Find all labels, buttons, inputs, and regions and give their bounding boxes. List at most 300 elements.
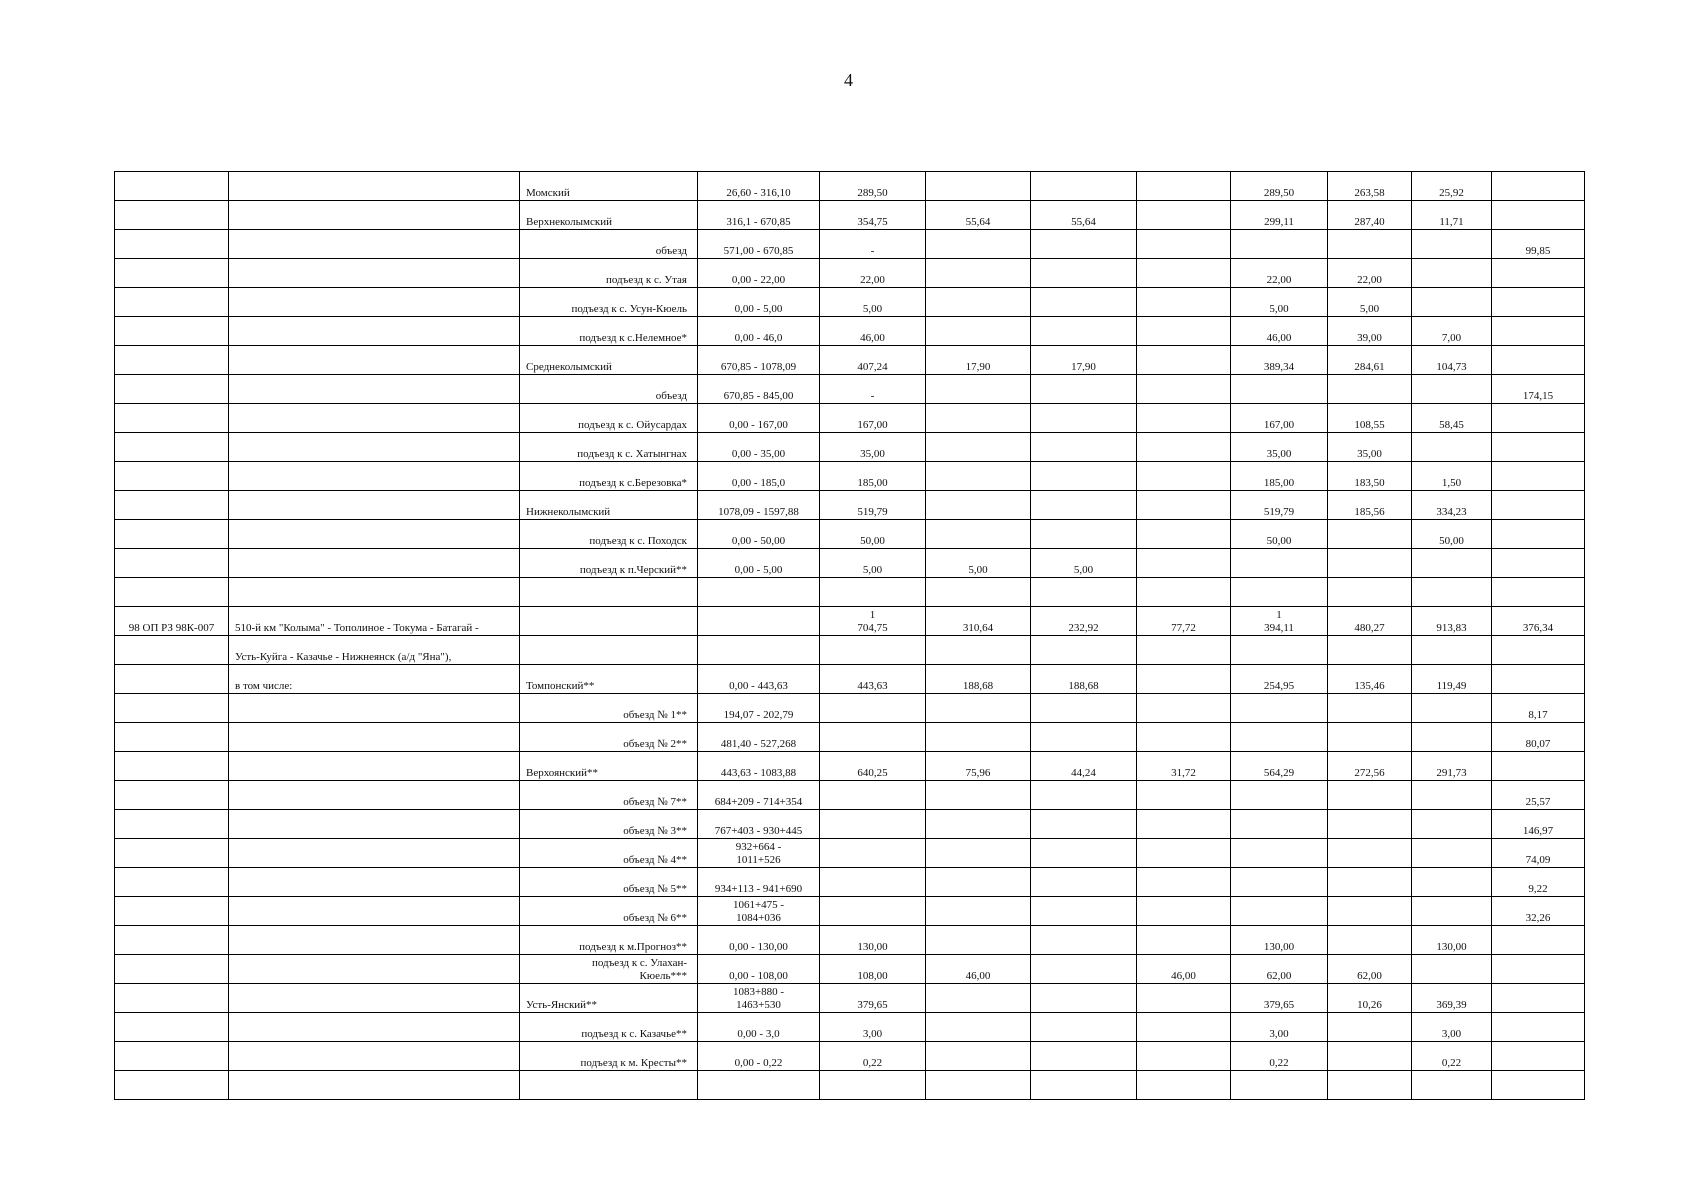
- road-name-cell: [229, 1042, 520, 1071]
- road-name-cell: [229, 955, 520, 984]
- value-cell-7: 25,92: [1412, 172, 1492, 201]
- value-cell-8: [1492, 462, 1585, 491]
- section-name-cell: Верхоянский**: [520, 752, 698, 781]
- value-cell-4: [1137, 868, 1231, 897]
- km-range-cell: 767+403 - 930+445: [698, 810, 820, 839]
- value-cell-1: [820, 723, 926, 752]
- value-cell-2: [926, 723, 1031, 752]
- table-row: [115, 694, 1585, 723]
- road-name-cell: [229, 549, 520, 578]
- value-cell-7: [1412, 694, 1492, 723]
- value-cell-4: [1137, 1042, 1231, 1071]
- value-cell-3: [1031, 1013, 1137, 1042]
- value-cell-1: [820, 578, 926, 607]
- road-id-cell: 98 ОП РЗ 98К-007: [115, 607, 229, 636]
- section-name-cell: подъезд к с. Улахан- Кюель***: [520, 955, 698, 984]
- km-range-cell: 0,00 - 185,0: [698, 462, 820, 491]
- value-cell-7: [1412, 288, 1492, 317]
- km-range-cell: [698, 1071, 820, 1100]
- value-cell-8: [1492, 578, 1585, 607]
- road-id-cell: [115, 288, 229, 317]
- value-cell-6: 62,00: [1328, 955, 1412, 984]
- value-cell-5: [1231, 897, 1328, 926]
- road-id-cell: [115, 578, 229, 607]
- value-cell-1: 1 704,75: [820, 607, 926, 636]
- value-cell-1: 5,00: [820, 549, 926, 578]
- road-id-cell: [115, 926, 229, 955]
- road-name-cell: [229, 781, 520, 810]
- value-cell-5: [1231, 868, 1328, 897]
- km-range-cell: 1061+475 - 1084+036: [698, 897, 820, 926]
- value-cell-8: [1492, 346, 1585, 375]
- value-cell-4: [1137, 520, 1231, 549]
- value-cell-3: [1031, 694, 1137, 723]
- section-name-cell: Верхнеколымский: [520, 201, 698, 230]
- value-cell-4: [1137, 259, 1231, 288]
- road-name-cell: [229, 752, 520, 781]
- road-id-cell: [115, 346, 229, 375]
- value-cell-6: [1328, 549, 1412, 578]
- section-name-cell: подъезд к с.Нелемное*: [520, 317, 698, 346]
- value-cell-1: 519,79: [820, 491, 926, 520]
- page-number: 4: [844, 70, 853, 90]
- value-cell-5: 379,65: [1231, 984, 1328, 1013]
- km-range-cell: 443,63 - 1083,88: [698, 752, 820, 781]
- value-cell-4: [1137, 346, 1231, 375]
- road-id-cell: [115, 317, 229, 346]
- value-cell-5: 299,11: [1231, 201, 1328, 230]
- road-name-cell: [229, 839, 520, 868]
- km-range-cell: 0,00 - 3,0: [698, 1013, 820, 1042]
- value-cell-7: 369,39: [1412, 984, 1492, 1013]
- value-cell-5: [1231, 375, 1328, 404]
- km-range-cell: 670,85 - 845,00: [698, 375, 820, 404]
- section-name-cell: объезд № 4**: [520, 839, 698, 868]
- value-cell-4: [1137, 984, 1231, 1013]
- table-row: [115, 520, 1585, 549]
- road-name-cell: [229, 1071, 520, 1100]
- value-cell-2: [926, 433, 1031, 462]
- value-cell-5: 0,22: [1231, 1042, 1328, 1071]
- value-cell-1: 167,00: [820, 404, 926, 433]
- road-name-cell: [229, 230, 520, 259]
- km-range-cell: 481,40 - 527,268: [698, 723, 820, 752]
- value-cell-1: [820, 781, 926, 810]
- table-row: [115, 288, 1585, 317]
- km-range-cell: 684+209 - 714+354: [698, 781, 820, 810]
- value-cell-2: 310,64: [926, 607, 1031, 636]
- value-cell-1: 640,25: [820, 752, 926, 781]
- table-row: [115, 926, 1585, 955]
- road-id-cell: [115, 984, 229, 1013]
- km-range-cell: 0,00 - 35,00: [698, 433, 820, 462]
- road-id-cell: [115, 839, 229, 868]
- value-cell-8: [1492, 259, 1585, 288]
- road-id-cell: [115, 201, 229, 230]
- table-row: [115, 346, 1585, 375]
- value-cell-1: 443,63: [820, 665, 926, 694]
- value-cell-7: [1412, 723, 1492, 752]
- value-cell-7: [1412, 375, 1492, 404]
- value-cell-4: [1137, 317, 1231, 346]
- value-cell-7: 1,50: [1412, 462, 1492, 491]
- value-cell-4: [1137, 694, 1231, 723]
- value-cell-8: [1492, 404, 1585, 433]
- value-cell-8: [1492, 636, 1585, 665]
- value-cell-6: 108,55: [1328, 404, 1412, 433]
- value-cell-2: 5,00: [926, 549, 1031, 578]
- section-name-cell: подъезд к м. Кресты**: [520, 1042, 698, 1071]
- value-cell-3: 232,92: [1031, 607, 1137, 636]
- road-id-cell: [115, 230, 229, 259]
- value-cell-6: 35,00: [1328, 433, 1412, 462]
- value-cell-2: 55,64: [926, 201, 1031, 230]
- value-cell-8: [1492, 317, 1585, 346]
- road-name-cell: [229, 404, 520, 433]
- value-cell-5: 35,00: [1231, 433, 1328, 462]
- value-cell-6: 135,46: [1328, 665, 1412, 694]
- section-name-cell: объезд № 6**: [520, 897, 698, 926]
- section-name-cell: Томпонский**: [520, 665, 698, 694]
- value-cell-2: [926, 230, 1031, 259]
- value-cell-7: 11,71: [1412, 201, 1492, 230]
- section-name-cell: подъезд к с. Утая: [520, 259, 698, 288]
- value-cell-6: [1328, 520, 1412, 549]
- value-cell-1: -: [820, 230, 926, 259]
- value-cell-7: [1412, 433, 1492, 462]
- value-cell-1: 50,00: [820, 520, 926, 549]
- value-cell-2: [926, 172, 1031, 201]
- value-cell-4: [1137, 926, 1231, 955]
- section-name-cell: Усть-Янский**: [520, 984, 698, 1013]
- value-cell-8: [1492, 549, 1585, 578]
- value-cell-4: [1137, 375, 1231, 404]
- value-cell-3: [1031, 1071, 1137, 1100]
- value-cell-5: [1231, 578, 1328, 607]
- value-cell-2: [926, 926, 1031, 955]
- value-cell-5: [1231, 810, 1328, 839]
- value-cell-3: [1031, 520, 1137, 549]
- section-name-cell: подъезд к с.Березовка*: [520, 462, 698, 491]
- section-name-cell: Среднеколымский: [520, 346, 698, 375]
- value-cell-1: [820, 1071, 926, 1100]
- road-id-cell: [115, 172, 229, 201]
- value-cell-7: [1412, 897, 1492, 926]
- table-row: [115, 433, 1585, 462]
- value-cell-3: [1031, 317, 1137, 346]
- section-name-cell: объезд: [520, 230, 698, 259]
- section-name-cell: подъезд к п.Черский**: [520, 549, 698, 578]
- value-cell-8: [1492, 955, 1585, 984]
- value-cell-5: 254,95: [1231, 665, 1328, 694]
- road-name-cell: [229, 520, 520, 549]
- road-name-cell: [229, 578, 520, 607]
- value-cell-3: 55,64: [1031, 201, 1137, 230]
- value-cell-5: [1231, 781, 1328, 810]
- section-name-cell: Момский: [520, 172, 698, 201]
- value-cell-3: [1031, 462, 1137, 491]
- value-cell-3: [1031, 984, 1137, 1013]
- value-cell-5: [1231, 694, 1328, 723]
- value-cell-4: [1137, 636, 1231, 665]
- value-cell-5: 389,34: [1231, 346, 1328, 375]
- km-range-cell: 934+113 - 941+690: [698, 868, 820, 897]
- value-cell-1: [820, 694, 926, 723]
- km-range-cell: [698, 607, 820, 636]
- value-cell-8: [1492, 1042, 1585, 1071]
- value-cell-6: 263,58: [1328, 172, 1412, 201]
- value-cell-5: 1 394,11: [1231, 607, 1328, 636]
- section-name-cell: [520, 607, 698, 636]
- value-cell-3: [1031, 810, 1137, 839]
- value-cell-5: [1231, 230, 1328, 259]
- road-id-cell: [115, 810, 229, 839]
- road-data-table: [114, 171, 1585, 1100]
- value-cell-2: 188,68: [926, 665, 1031, 694]
- value-cell-1: 379,65: [820, 984, 926, 1013]
- road-id-cell: [115, 491, 229, 520]
- value-cell-4: [1137, 1013, 1231, 1042]
- table-row: [115, 230, 1585, 259]
- value-cell-2: [926, 578, 1031, 607]
- road-id-cell: [115, 433, 229, 462]
- value-cell-8: 74,09: [1492, 839, 1585, 868]
- value-cell-5: 50,00: [1231, 520, 1328, 549]
- value-cell-3: [1031, 578, 1137, 607]
- value-cell-4: 46,00: [1137, 955, 1231, 984]
- section-name-cell: подъезд к с. Походск: [520, 520, 698, 549]
- value-cell-4: [1137, 810, 1231, 839]
- value-cell-3: [1031, 955, 1137, 984]
- value-cell-7: [1412, 810, 1492, 839]
- table-row: [115, 636, 1585, 665]
- value-cell-1: [820, 636, 926, 665]
- value-cell-1: 108,00: [820, 955, 926, 984]
- value-cell-7: [1412, 781, 1492, 810]
- value-cell-6: [1328, 636, 1412, 665]
- value-cell-2: [926, 839, 1031, 868]
- value-cell-6: [1328, 230, 1412, 259]
- road-id-cell: [115, 375, 229, 404]
- value-cell-1: 3,00: [820, 1013, 926, 1042]
- value-cell-4: [1137, 404, 1231, 433]
- value-cell-7: 50,00: [1412, 520, 1492, 549]
- km-range-cell: 0,00 - 5,00: [698, 549, 820, 578]
- table-row: [115, 723, 1585, 752]
- road-name-cell: [229, 1013, 520, 1042]
- value-cell-7: 0,22: [1412, 1042, 1492, 1071]
- value-cell-1: 46,00: [820, 317, 926, 346]
- value-cell-2: [926, 259, 1031, 288]
- value-cell-4: [1137, 665, 1231, 694]
- road-name-cell: Усть-Куйга - Казачье - Нижнеянск (а/д "Яна"),: [229, 636, 520, 665]
- table-row: [115, 259, 1585, 288]
- value-cell-5: [1231, 723, 1328, 752]
- road-id-cell: [115, 259, 229, 288]
- table-row: [115, 201, 1585, 230]
- value-cell-6: [1328, 810, 1412, 839]
- value-cell-4: [1137, 288, 1231, 317]
- value-cell-2: 75,96: [926, 752, 1031, 781]
- value-cell-6: 272,56: [1328, 752, 1412, 781]
- value-cell-8: 99,85: [1492, 230, 1585, 259]
- value-cell-3: [1031, 375, 1137, 404]
- section-name-cell: Нижнеколымский: [520, 491, 698, 520]
- value-cell-1: 22,00: [820, 259, 926, 288]
- value-cell-2: [926, 984, 1031, 1013]
- value-cell-5: 62,00: [1231, 955, 1328, 984]
- value-cell-2: [926, 520, 1031, 549]
- table-row: [115, 1071, 1585, 1100]
- table-row: [115, 1013, 1585, 1042]
- value-cell-7: [1412, 230, 1492, 259]
- road-name-cell: [229, 810, 520, 839]
- value-cell-8: 376,34: [1492, 607, 1585, 636]
- value-cell-4: [1137, 433, 1231, 462]
- road-name-cell: [229, 259, 520, 288]
- road-id-cell: [115, 520, 229, 549]
- value-cell-3: [1031, 433, 1137, 462]
- value-cell-1: [820, 839, 926, 868]
- value-cell-6: [1328, 839, 1412, 868]
- section-name-cell: подъезд к м.Прогноз**: [520, 926, 698, 955]
- value-cell-3: 17,90: [1031, 346, 1137, 375]
- table-row: [115, 607, 1585, 636]
- value-cell-8: [1492, 172, 1585, 201]
- table-row: [115, 578, 1585, 607]
- value-cell-1: 354,75: [820, 201, 926, 230]
- road-name-cell: [229, 984, 520, 1013]
- value-cell-3: [1031, 491, 1137, 520]
- value-cell-7: 130,00: [1412, 926, 1492, 955]
- km-range-cell: 194,07 - 202,79: [698, 694, 820, 723]
- table-body: [115, 172, 1585, 1100]
- value-cell-8: [1492, 520, 1585, 549]
- km-range-cell: 1078,09 - 1597,88: [698, 491, 820, 520]
- value-cell-8: 174,15: [1492, 375, 1585, 404]
- value-cell-6: 284,61: [1328, 346, 1412, 375]
- road-name-cell: [229, 288, 520, 317]
- value-cell-5: [1231, 549, 1328, 578]
- value-cell-4: [1137, 723, 1231, 752]
- value-cell-6: [1328, 723, 1412, 752]
- value-cell-2: [926, 868, 1031, 897]
- road-id-cell: [115, 694, 229, 723]
- table-row: [115, 549, 1585, 578]
- value-cell-6: [1328, 1042, 1412, 1071]
- value-cell-2: [926, 1013, 1031, 1042]
- road-id-cell: [115, 665, 229, 694]
- value-cell-2: [926, 288, 1031, 317]
- value-cell-3: 5,00: [1031, 549, 1137, 578]
- section-name-cell: объезд: [520, 375, 698, 404]
- value-cell-3: 44,24: [1031, 752, 1137, 781]
- km-range-cell: 26,60 - 316,10: [698, 172, 820, 201]
- road-name-cell: [229, 694, 520, 723]
- value-cell-4: [1137, 201, 1231, 230]
- road-name-cell: [229, 375, 520, 404]
- km-range-cell: 571,00 - 670,85: [698, 230, 820, 259]
- value-cell-4: 77,72: [1137, 607, 1231, 636]
- value-cell-2: [926, 694, 1031, 723]
- section-name-cell: подъезд к с. Казачье**: [520, 1013, 698, 1042]
- km-range-cell: 0,00 - 22,00: [698, 259, 820, 288]
- km-range-cell: 0,00 - 108,00: [698, 955, 820, 984]
- road-id-cell: [115, 636, 229, 665]
- value-cell-6: [1328, 578, 1412, 607]
- value-cell-8: [1492, 433, 1585, 462]
- value-cell-3: 188,68: [1031, 665, 1137, 694]
- value-cell-8: [1492, 984, 1585, 1013]
- road-name-cell: [229, 201, 520, 230]
- section-name-cell: [520, 1071, 698, 1100]
- road-id-cell: [115, 955, 229, 984]
- km-range-cell: 0,00 - 0,22: [698, 1042, 820, 1071]
- value-cell-7: [1412, 578, 1492, 607]
- value-cell-7: [1412, 636, 1492, 665]
- table-row: [115, 810, 1585, 839]
- section-name-cell: объезд № 2**: [520, 723, 698, 752]
- value-cell-6: [1328, 926, 1412, 955]
- value-cell-3: [1031, 259, 1137, 288]
- value-cell-6: 39,00: [1328, 317, 1412, 346]
- value-cell-4: 31,72: [1137, 752, 1231, 781]
- value-cell-3: [1031, 230, 1137, 259]
- value-cell-5: 185,00: [1231, 462, 1328, 491]
- value-cell-1: 185,00: [820, 462, 926, 491]
- value-cell-7: [1412, 955, 1492, 984]
- section-name-cell: подъезд к с. Усун-Кюель: [520, 288, 698, 317]
- value-cell-3: [1031, 839, 1137, 868]
- value-cell-6: [1328, 781, 1412, 810]
- value-cell-1: -: [820, 375, 926, 404]
- road-id-cell: [115, 462, 229, 491]
- value-cell-6: 10,26: [1328, 984, 1412, 1013]
- table-row: [115, 984, 1585, 1013]
- value-cell-8: [1492, 752, 1585, 781]
- value-cell-2: [926, 1042, 1031, 1071]
- value-cell-8: 25,57: [1492, 781, 1585, 810]
- section-name-cell: подъезд к с. Ойусардах: [520, 404, 698, 433]
- value-cell-2: [926, 897, 1031, 926]
- table-row: [115, 1042, 1585, 1071]
- road-name-cell: [229, 433, 520, 462]
- value-cell-1: [820, 810, 926, 839]
- road-id-cell: [115, 781, 229, 810]
- value-cell-4: [1137, 578, 1231, 607]
- value-cell-1: 407,24: [820, 346, 926, 375]
- value-cell-6: 185,56: [1328, 491, 1412, 520]
- road-id-cell: [115, 1042, 229, 1071]
- km-range-cell: [698, 578, 820, 607]
- section-name-cell: объезд № 7**: [520, 781, 698, 810]
- value-cell-8: 146,97: [1492, 810, 1585, 839]
- table-row: [115, 491, 1585, 520]
- value-cell-2: [926, 462, 1031, 491]
- table-row: [115, 752, 1585, 781]
- km-range-cell: 0,00 - 130,00: [698, 926, 820, 955]
- value-cell-4: [1137, 462, 1231, 491]
- value-cell-3: [1031, 1042, 1137, 1071]
- value-cell-5: 46,00: [1231, 317, 1328, 346]
- road-name-cell: в том числе:: [229, 665, 520, 694]
- road-id-cell: [115, 404, 229, 433]
- value-cell-7: [1412, 839, 1492, 868]
- value-cell-3: [1031, 636, 1137, 665]
- value-cell-8: 8,17: [1492, 694, 1585, 723]
- road-name-cell: [229, 897, 520, 926]
- value-cell-7: [1412, 549, 1492, 578]
